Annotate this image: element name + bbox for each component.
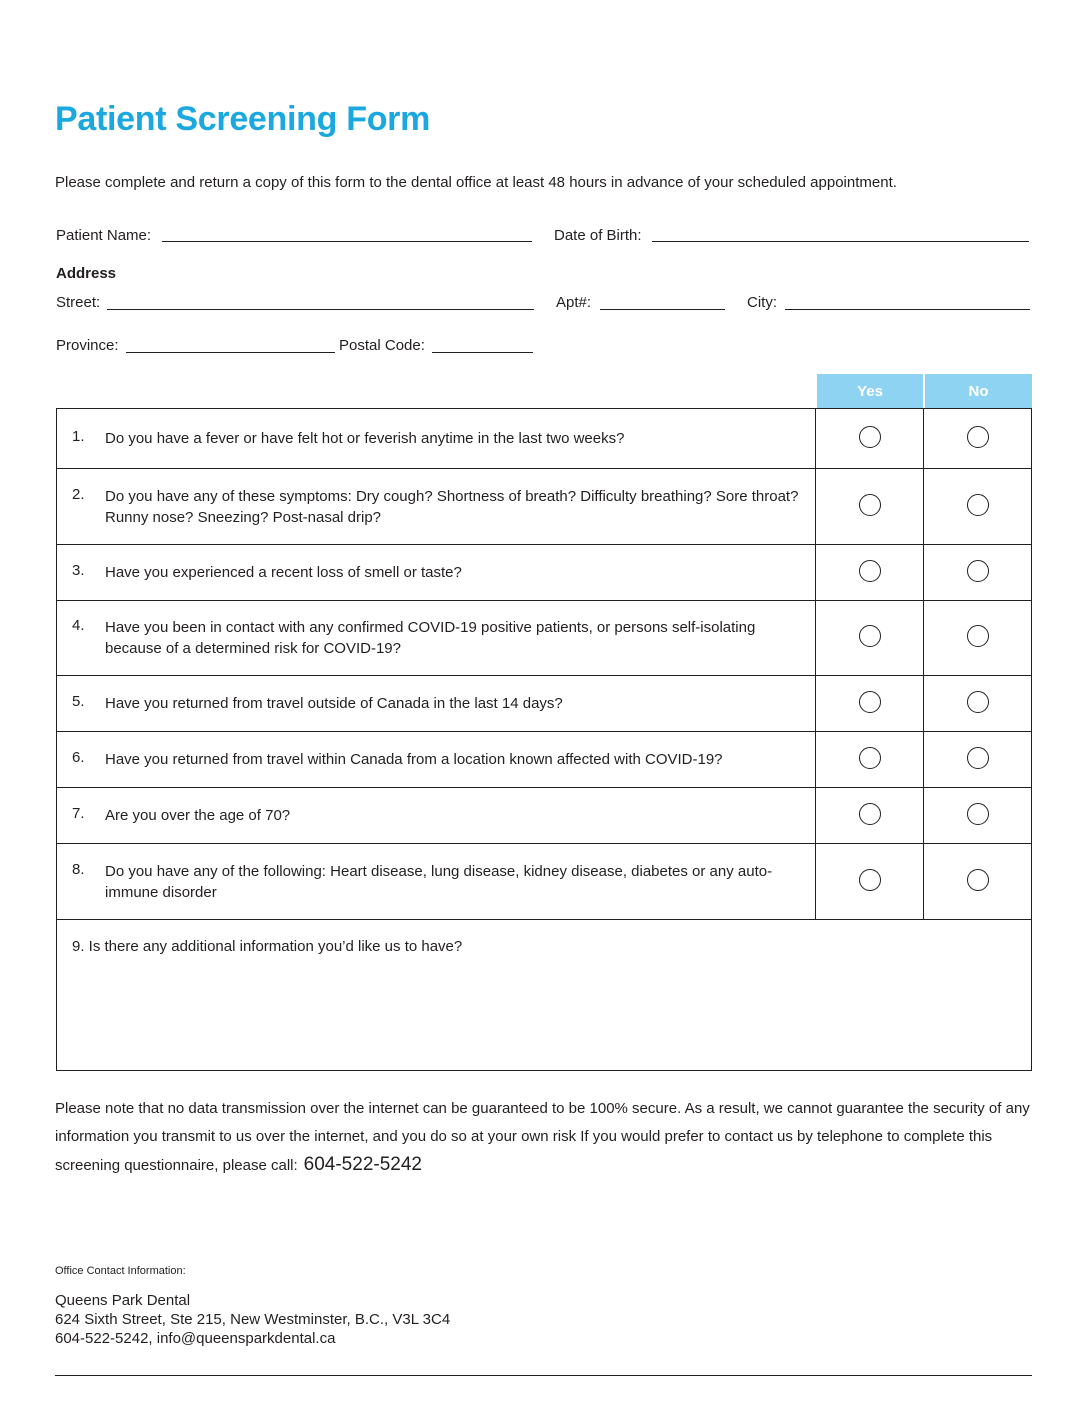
yes-column-header: Yes [817,374,923,408]
question-row-2 [57,469,1032,545]
intro-text: Please complete and return a copy of this form to the dental office at least 48 hours in advance of your scheduled appointment. [55,174,897,191]
dob-field[interactable] [652,241,1029,242]
no-radio[interactable] [967,869,989,891]
street-label: Street: [56,294,101,311]
dob-label: Date of Birth: [554,227,642,244]
screening-questions-table [56,408,1032,1071]
postal-code-field[interactable] [432,352,533,353]
city-label: City: [747,294,777,311]
question-text: Do you have any of the following: Heart disease, lung disease, kidney disease, diabetes or any auto-immune disorder [105,862,773,901]
yes-radio[interactable] [859,560,881,582]
no-radio[interactable] [967,625,989,647]
no-radio[interactable] [967,494,989,516]
yes-radio[interactable] [859,691,881,713]
question-text: Are you over the age of 70? [105,807,291,824]
no-radio[interactable] [967,803,989,825]
patient-name-label: Patient Name: [56,227,152,244]
yes-radio[interactable] [859,494,881,516]
footer-divider [55,1375,1032,1376]
address-heading: Address [56,265,117,282]
page-title: Patient Screening Form [55,100,431,138]
patient-name-field[interactable] [162,241,532,242]
question-number: 3. [72,562,85,579]
question-row-5 [57,676,1032,732]
apt-field[interactable] [600,309,725,310]
question-number: 5. [72,693,85,710]
question-row-8 [57,844,1032,920]
question-text: Do you have a fever or have felt hot or feverish anytime in the last two weeks? [105,430,625,447]
office-contact-label: Office Contact Information: [55,1265,186,1277]
question-row-1 [57,409,1032,469]
question-text: Do you have any of these symptoms: Dry cough? Shortness of breath? Difficulty breathing? Sore throat? Runny nose? Sneezing? Post-nasal drip? [105,487,799,526]
question-text: Have you experienced a recent loss of smell or taste? [105,564,462,581]
question-row-3 [57,545,1032,601]
no-column-header: No [925,374,1032,408]
question-text: Have you returned from travel within Canada from a location known affected with COVID-19? [105,751,723,768]
question-number: 2. [72,485,85,503]
question-number: 1. [72,428,85,445]
question-row-6 [57,732,1032,788]
question-number: 8. [72,860,85,878]
question-text: Have you returned from travel outside of Canada in the last 14 days? [105,695,563,712]
additional-info-question: 9. Is there any additional information you’d like us to have? [72,938,463,955]
question-row-9 [57,920,1032,1071]
no-radio[interactable] [967,691,989,713]
question-number: 6. [72,749,85,766]
province-field[interactable] [126,352,335,353]
security-note [55,1095,1035,1180]
additional-info-field[interactable] [57,920,1032,1071]
office-phone-email: 604-522-5242, info@queensparkdental.ca [55,1330,336,1347]
yes-radio[interactable] [859,426,881,448]
office-name: Queens Park Dental [55,1292,191,1309]
city-field[interactable] [785,309,1030,310]
question-number: 7. [72,805,85,822]
no-radio[interactable] [967,426,989,448]
question-row-4 [57,601,1032,676]
phone-number: 604-522-5242 [303,1154,422,1175]
postal-code-label: Postal Code: [339,337,425,354]
yes-radio[interactable] [859,803,881,825]
question-number: 4. [72,617,85,634]
question-row-7 [57,788,1032,844]
apt-label: Apt#: [556,294,592,311]
no-radio[interactable] [967,560,989,582]
office-contact-block [55,1291,450,1348]
yes-radio[interactable] [859,747,881,769]
street-field[interactable] [107,309,534,310]
office-address: 624 Sixth Street, Ste 215, New Westminster, B.C., V3L 3C4 [55,1311,451,1328]
security-note-text: Please note that no data transmission over the internet can be guaranteed to be 100% secure. As a result, we cannot guarantee the security of any information you transmit to us over the internet, and you do so at your own risk If you would prefer to contact us by telephone to complete this screening questionnaire, please call: [55,1100,1030,1174]
question-text: Have you been in contact with any confirmed COVID-19 positive patients, or persons self-isolating because of a determined risk for COVID-19? [105,619,756,657]
yes-radio[interactable] [859,625,881,647]
yes-radio[interactable] [859,869,881,891]
no-radio[interactable] [967,747,989,769]
province-label: Province: [56,337,119,354]
